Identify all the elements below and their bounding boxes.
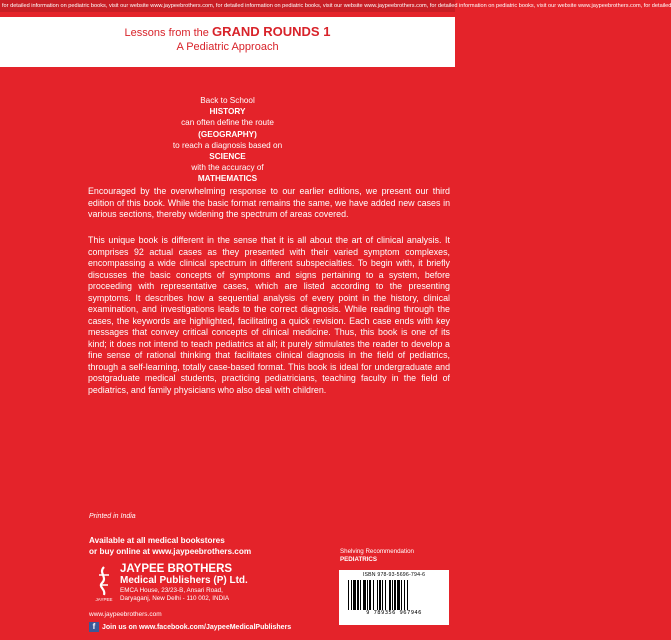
barcode-bar (373, 580, 374, 610)
title-main: GRAND ROUNDS 1 (211, 24, 331, 39)
barcode-bar (407, 580, 408, 610)
barcode-number: 9 789356 967946 (366, 610, 422, 616)
barcode-bar (392, 580, 393, 610)
facebook-text: Join us on www.facebook.com/JaypeeMedicalPublishers (102, 623, 292, 631)
availability-line: or buy online at www.jaypeebrothers.com (89, 546, 252, 556)
logo-label: JAYPEE (95, 597, 113, 602)
barcode-bar (379, 580, 381, 610)
barcode-bar (385, 580, 386, 610)
barcode-bar (404, 580, 405, 610)
barcode-bar (367, 580, 368, 610)
top-banner: for detailed information on pediatric books, visit our website www.jaypeebrothers.com, for detailed information on pediatric books, visit our website www.jaypeebrothers.com, for detailed information on pediatric books, visit our website www.jaypeebrothers.com, for detailed (0, 0, 455, 12)
book-subtitle: A Pediatric Approach (176, 41, 279, 53)
shelving-subject: PEDIATRICS (340, 555, 378, 563)
quote-line: to reach a diagnosis based on (172, 140, 283, 150)
barcode-bar (397, 580, 400, 610)
title-prefix: Lessons from the (124, 27, 212, 39)
barcode-bar (351, 580, 352, 610)
facebook-icon: f (89, 622, 99, 632)
quote-line: MATHEMATICS (197, 174, 258, 184)
intro-paragraph: Encouraged by the overwhelming response to our earlier editions, we present our third edition of this book. While the basic format remains the same, we have added new cases in various sections, thereby widening the spectrum of areas covered. (88, 186, 450, 219)
description-paragraph: This unique book is different in the sense that it is all about the art of clinical analysis. It comprises 92 actual cases as they presented with their varied symptom complexes, encompassing a wide clinical spectrum in different subspecialties. To begin with, it briefly discusses the basic concepts of symptoms and signs pertaining to a system, before proceeding with representative cases, which are listed according to the presenting symptoms. It describes how a sequential analysis of every point in the history, clinical examination, and investigations leads to the correct diagnosis. While reading through the cases, the keywords are highlighted, facilitating a quick revision. Each case ends with key messages that convey critical concepts of clinical medicine. Thus, this book is one of its kind; it does not intend to teach pediatrics at all; it purely stimulates the reader to develop a fine sense of rational thinking that facilitates clinical diagnosis in the field of pediatrics, through a self-learning, totally case-based format. This book is ideal for undergraduate and postgraduate medical students, practicing pediatricians, teaching faculty in the field of pediatrics, and family physicians who also deal with children. (88, 235, 450, 395)
barcode-bar (369, 580, 371, 610)
barcode-bar (377, 580, 378, 610)
shelving-recommendation (340, 548, 414, 563)
publisher-name-2: Medical Publishers (P) Ltd. (120, 575, 248, 586)
publisher-website: www.jaypeebrothers.com (89, 611, 162, 618)
barcode-bar (353, 580, 356, 610)
barcode-icon (346, 580, 442, 610)
quote-line: Back to School (200, 96, 255, 105)
availability (89, 536, 251, 557)
barcode-bar (348, 580, 349, 610)
availability-line: Available at all medical bookstores (89, 536, 225, 545)
barcode-bar (394, 580, 396, 610)
address-line: EMCA House, 23/23-B, Ansari Road, (120, 587, 223, 594)
barcode-bar (382, 580, 383, 610)
book-title (0, 25, 455, 40)
shelving-label: Shelving Recommendation (340, 548, 414, 555)
quote-line: (GEOGRAPHY) (198, 129, 257, 139)
printed-in: Printed in India (89, 513, 136, 520)
barcode-bar (360, 580, 361, 610)
barcode-bar (363, 580, 366, 610)
quote-line: HISTORY (209, 107, 246, 117)
quote-block (0, 95, 455, 185)
barcode-bar (357, 580, 359, 610)
publisher-name: JAYPEE BROTHERS (120, 563, 233, 575)
address-line: Daryaganj, New Delhi - 110 002, INDIA (120, 595, 230, 602)
barcode-bar (401, 580, 402, 610)
barcode-box (339, 570, 449, 625)
quote-line: can often define the route (181, 118, 274, 128)
facebook-link (89, 622, 291, 632)
quote-line: with the accuracy of (191, 163, 264, 173)
barcode-bar (389, 580, 391, 610)
title-box (0, 17, 455, 67)
isbn-text: ISBN 978-93-5696-794-6 (362, 572, 426, 578)
publisher-address (120, 587, 320, 603)
publisher-logo-icon (93, 565, 115, 603)
quote-line: SCIENCE (209, 152, 246, 162)
